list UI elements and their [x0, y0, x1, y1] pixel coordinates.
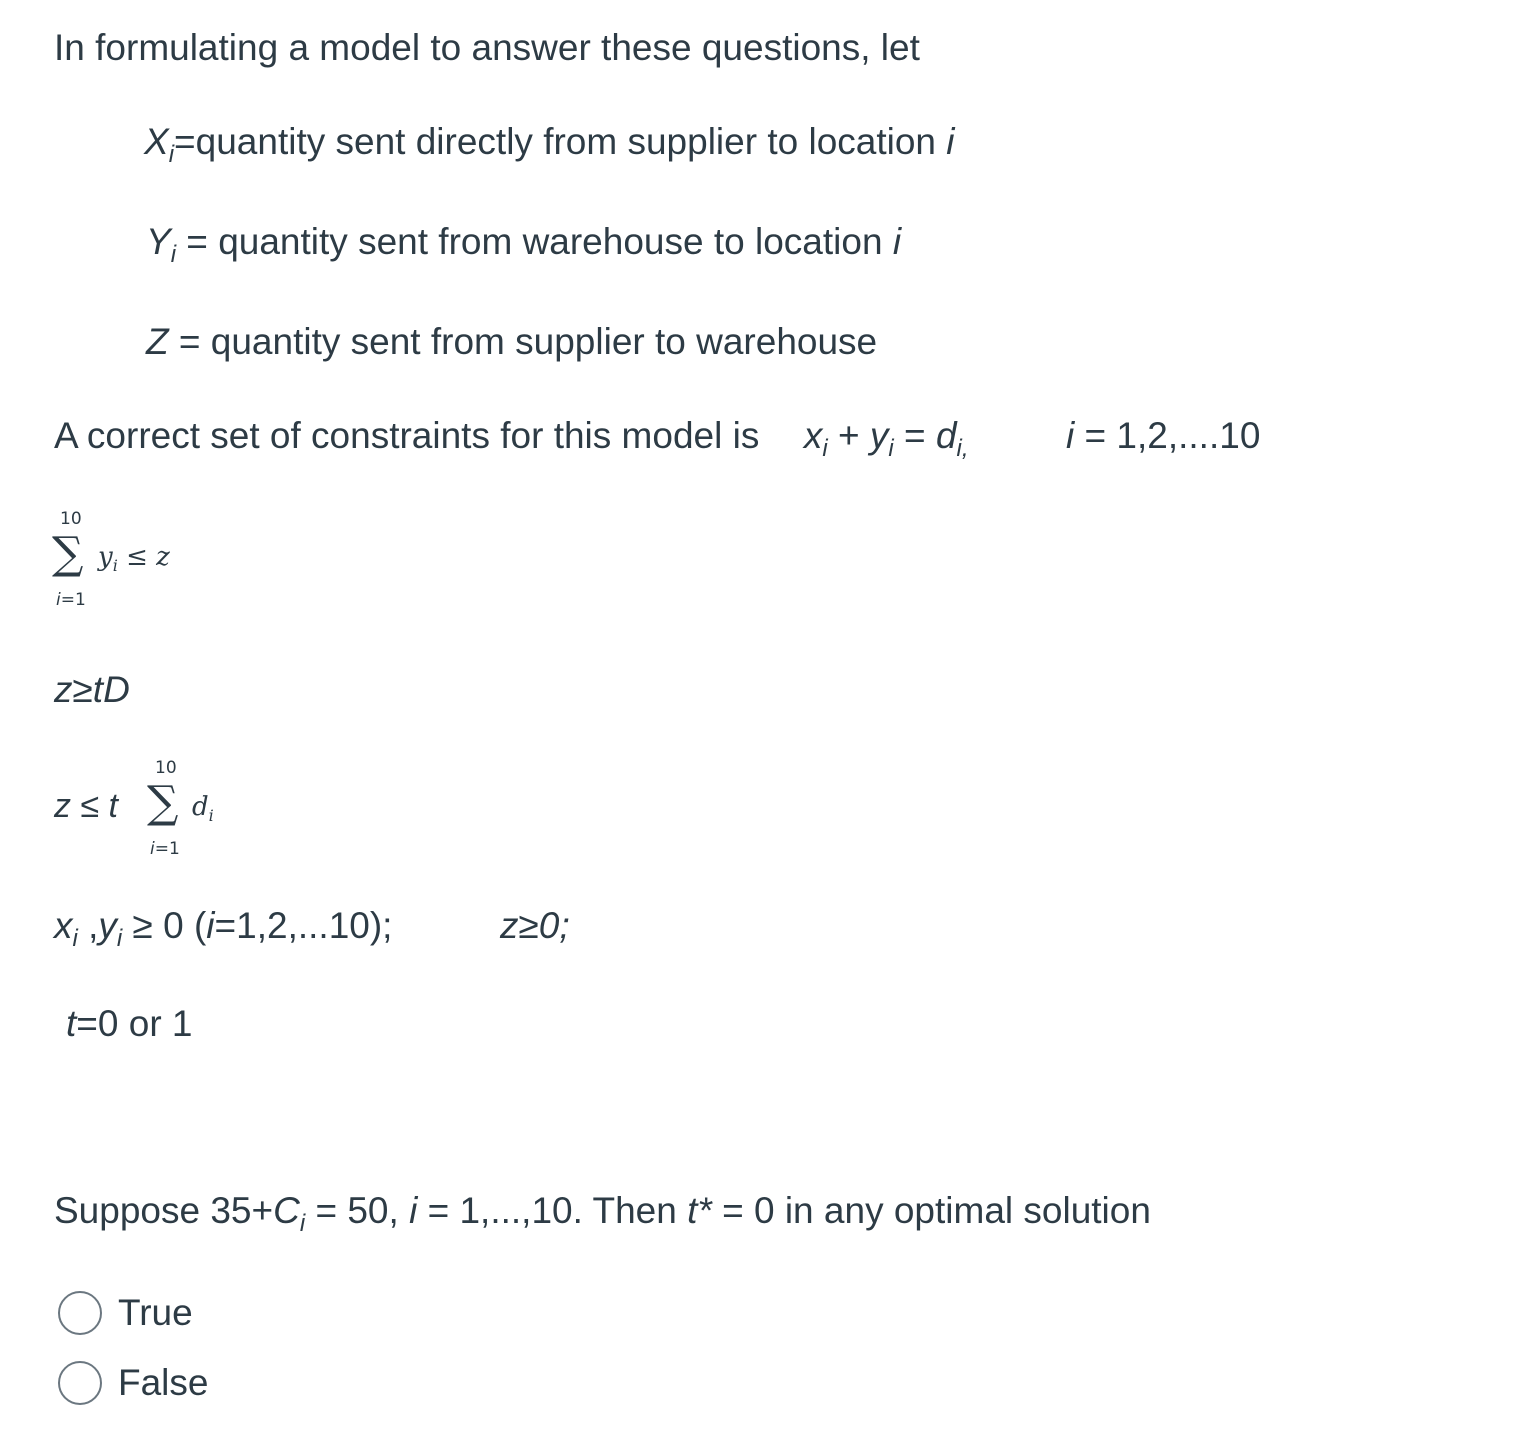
var-z: Z [146, 321, 169, 362]
option-false-label: False [118, 1362, 209, 1403]
range-values: = 1,2,....10 [1074, 415, 1261, 456]
definition-x-idx: i [946, 121, 955, 162]
constraint-nonneg: $x_i$ $,y_i \ge 0$ (i=1,2,...10); [54, 905, 393, 952]
constraint-intro [54, 414, 969, 471]
constraint-z-ge-tD: z≥tD [54, 669, 130, 710]
c3-upper: 10 [155, 758, 177, 778]
definition-z-text: = quantity sent from supplier to warehouse [168, 321, 878, 362]
var-x: X [144, 121, 169, 162]
definition-y [146, 220, 901, 277]
constraint-t-binary: t=0 or 1 [66, 1003, 193, 1044]
option-false[interactable] [58, 1361, 208, 1405]
option-true-label: True [118, 1292, 193, 1333]
definition-x-text: =quantity sent directly from supplier to location [174, 121, 947, 162]
var-y: Y [146, 221, 171, 262]
c-plus: + [827, 415, 870, 456]
c-x-sub: i [822, 435, 828, 462]
c-y-sub: i [888, 435, 894, 462]
var-y-sub: i [170, 241, 177, 268]
constraint-range [1066, 414, 1260, 458]
sum1-sigma: ∑ [52, 528, 84, 579]
c-d-sub: i, [956, 435, 969, 462]
c-eq: = [893, 415, 936, 456]
c3-lower: i=1 [150, 839, 180, 859]
c-x: x [803, 415, 823, 456]
var-x-sub: i [168, 141, 175, 168]
constraint-lead: A correct set of constraints for this model is [54, 415, 760, 456]
c3-body: $d_i$ [192, 792, 214, 826]
c3-lead: z ≤ t [54, 787, 118, 825]
definition-z [146, 320, 877, 364]
range-i: i [1066, 415, 1075, 456]
option-true[interactable] [58, 1291, 193, 1335]
definition-x [144, 120, 955, 177]
definition-y-idx: i [892, 221, 902, 262]
c-y: y [869, 415, 889, 456]
intro-text: In formulating a model to answer these questions, let [54, 27, 920, 68]
constraint-z-nonneg: z≥0; [500, 905, 570, 946]
sum1-lower: i=1 [56, 590, 86, 610]
c3-sigma: ∑ [147, 777, 179, 828]
definition-y-text: = quantity sent from warehouse to location [176, 221, 893, 262]
question-text: Suppose $35+C_i = 50$, i = 1,...,10. Then t* = 0 in any optimal solution [54, 1190, 1151, 1237]
radio-true[interactable] [58, 1291, 102, 1335]
sum1-body: $y_i \le z$ [98, 542, 170, 576]
radio-false[interactable] [58, 1361, 102, 1405]
c-d: d [935, 415, 957, 456]
sum1-upper: 10 [60, 509, 82, 529]
